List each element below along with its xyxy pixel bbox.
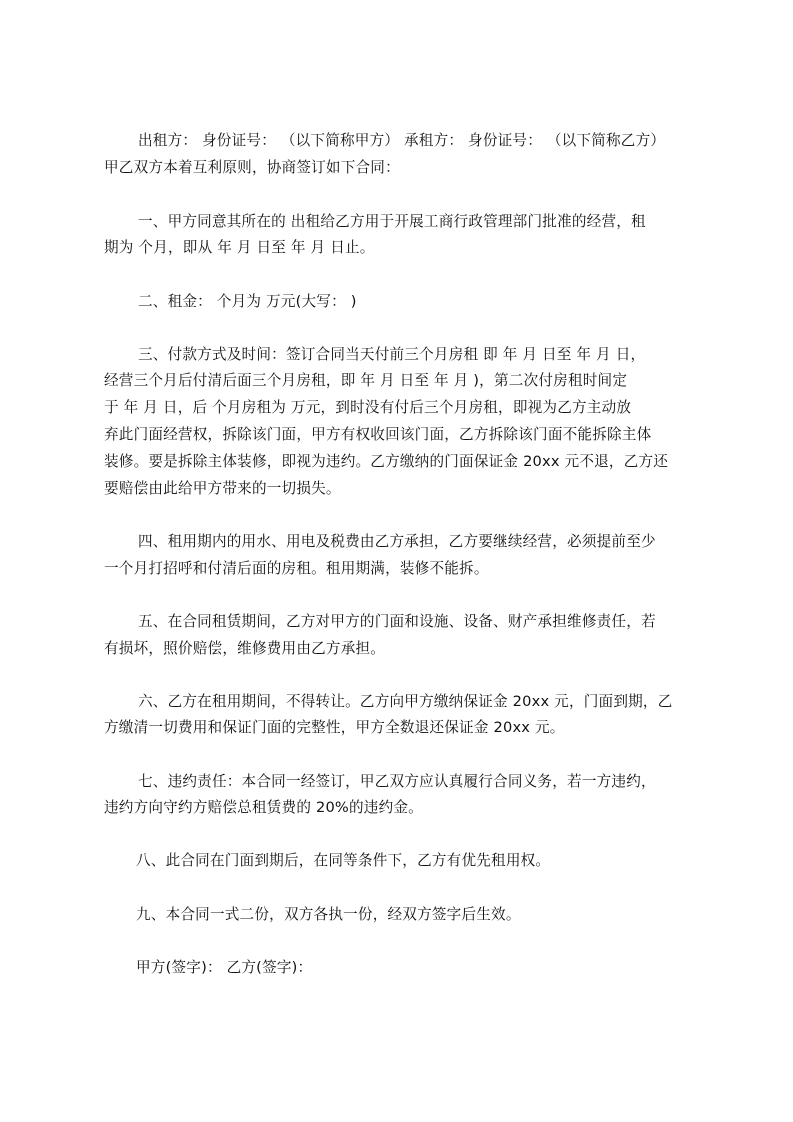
clause-1-line-2: 期为 个月，即从 年 月 日至 年 月 日止。 xyxy=(104,239,375,256)
clause-4-line-2: 一个月打招呼和付清后面的房租。租用期满，装修不能拆。 xyxy=(104,560,489,577)
clause-1-line-1: 一、甲方同意其所在的 出租给乙方用于开展工商行政管理部门批准的经营，租 xyxy=(138,213,646,230)
clause-7-line-2: 违约方向守约方赔偿总租赁费的 20%的违约金。 xyxy=(104,799,423,816)
clause-2-line-1: 二、租金： 个月为 万元(大写： ) xyxy=(138,293,357,310)
clause-3-line-1: 三、付款方式及时间：签订合同当天付前三个月房租 即 年 月 日至 年 月 日， xyxy=(138,346,646,363)
signature-line: 甲方(签字)： 乙方(签字)： xyxy=(136,959,313,976)
header-parties-line: 出租方： 身份证号： （以下简称甲方） 承租方： 身份证号： （以下简称乙方） xyxy=(138,132,666,149)
clause-9-line-1: 九、本合同一式二份，双方各执一份，经双方签字后生效。 xyxy=(136,906,521,923)
clause-4-line-1: 四、租用期内的用水、用电及税费由乙方承担，乙方要继续经营，必须提前至少 xyxy=(138,533,656,550)
clause-6-line-1: 六、乙方在租用期间，不得转让。乙方向甲方缴纳保证金 20xx 元，门面到期，乙 xyxy=(138,693,673,710)
clause-3-line-3: 于 年 月 日，后 个月房租为 万元，到时没有付后三个月房租，即视为乙方主动放 xyxy=(104,399,632,416)
clause-7-line-1: 七、违约责任：本合同一经签订，甲乙双方应认真履行合同义务，若一方违约， xyxy=(138,773,656,790)
clause-3-line-2: 经营三个月后付清后面三个月房租，即 年 月 日至 年 月 )，第二次付房租时间定 xyxy=(104,372,628,389)
clause-3-line-6: 要赔偿由此给甲方带来的一切损失。 xyxy=(104,480,341,497)
clause-3-line-4: 弃此门面经营权，拆除该门面，甲方有权收回该门面，乙方拆除该门面不能拆除主体 xyxy=(104,426,652,443)
clause-5-line-2: 有损坏，照价赔偿，维修费用由乙方承担。 xyxy=(104,640,386,657)
clause-5-line-1: 五、在合同租赁期间，乙方对甲方的门面和设施、设备、财产承担维修责任，若 xyxy=(138,613,656,630)
clause-3-line-5: 装修。要是拆除主体装修，即视为违约。乙方缴纳的门面保证金 20xx 元不退，乙方还 xyxy=(104,453,669,470)
header-intro-line: 甲乙双方本着互利原则，协商签订如下合同： xyxy=(104,159,400,176)
clause-8-line-1: 八、此合同在门面到期后，在同等条件下，乙方有优先租用权。 xyxy=(136,852,551,869)
clause-6-line-2: 方缴清一切费用和保证门面的完整性，甲方全数退还保证金 20xx 元。 xyxy=(104,719,565,736)
